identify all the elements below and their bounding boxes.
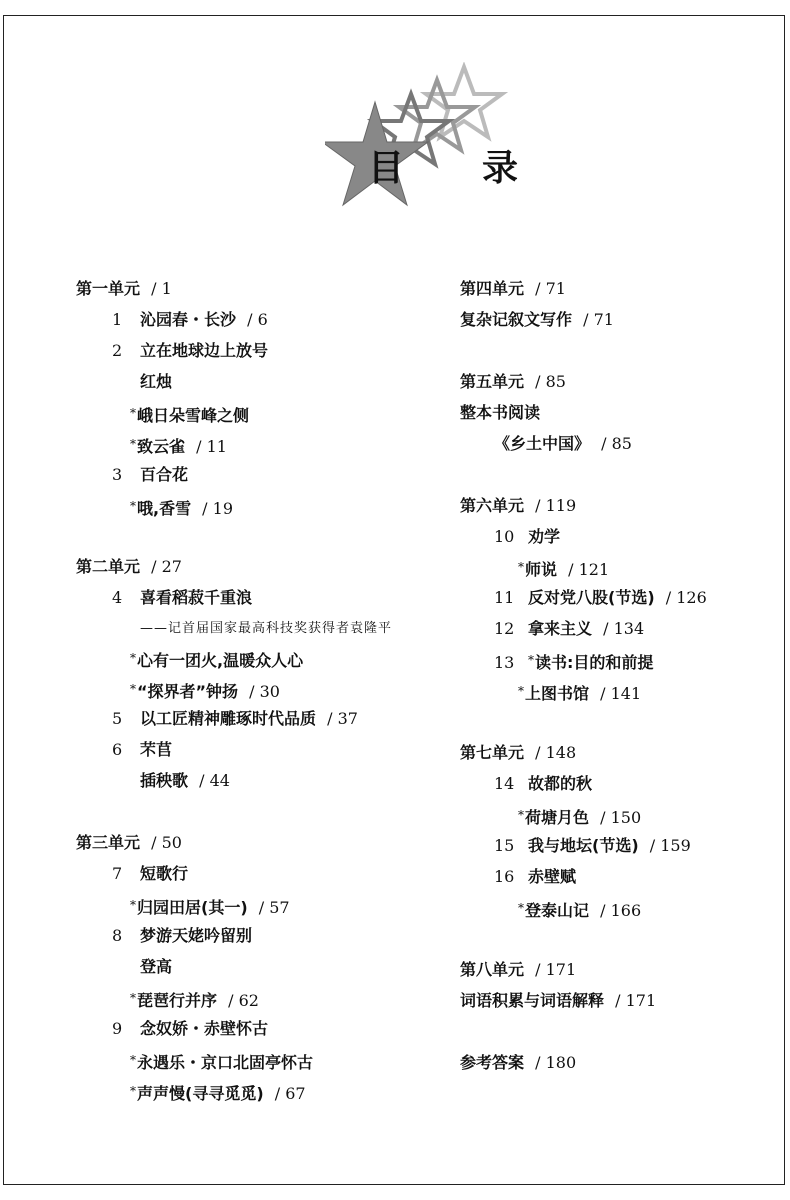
toc-entry	[140, 372, 172, 392]
toc-entry	[112, 864, 188, 884]
entry-title: 短歌行	[140, 864, 189, 883]
entry-title: 念奴娇・赤壁怀古	[140, 1019, 269, 1038]
toc-entry	[518, 557, 609, 580]
entry-title: 心有一团火,温暖众人心	[137, 651, 304, 670]
page-number: / 171	[610, 991, 657, 1010]
entry-title: 师说	[525, 560, 558, 579]
optional-mark: *	[130, 499, 136, 513]
optional-mark: *	[518, 560, 524, 574]
toc-entry	[494, 867, 576, 887]
toc-entry	[130, 988, 259, 1011]
optional-mark: *	[518, 808, 524, 822]
toc-entry	[130, 434, 227, 457]
page-number: / 6	[242, 310, 268, 329]
toc-entry	[494, 527, 560, 547]
entry-title: 荷塘月色	[525, 808, 590, 827]
toc-entry	[494, 650, 653, 673]
entry-title: 《乡土中国》	[494, 434, 591, 453]
page-number: / 85	[596, 434, 632, 453]
page-number: / 71	[578, 310, 614, 329]
entry-title: 参考答案	[460, 1053, 525, 1072]
toc-entry	[460, 279, 566, 299]
entry-title: 赤壁赋	[528, 867, 577, 886]
toc-entry	[460, 960, 576, 980]
title-char-2: 录	[482, 147, 519, 189]
page-number: / 85	[530, 372, 566, 391]
optional-mark: *	[528, 653, 534, 667]
lesson-number: 14	[494, 774, 515, 793]
page-number: / 166	[595, 901, 642, 920]
entry-title: 拿来主义	[528, 619, 593, 638]
toc-entry	[140, 619, 392, 639]
page-number: / 126	[660, 588, 707, 607]
entry-title: 读书:目的和前提	[535, 653, 654, 672]
page-number: / 50	[146, 833, 182, 852]
optional-mark: *	[518, 684, 524, 698]
entry-title: “探界者”钟扬	[137, 682, 239, 701]
optional-mark: *	[130, 991, 136, 1005]
toc-entry	[112, 465, 188, 485]
lesson-number: 1	[112, 310, 123, 329]
entry-title: 我与地坛(节选)	[528, 836, 639, 855]
entry-title: 第五单元	[460, 372, 525, 391]
toc-entry	[112, 310, 268, 330]
entry-title: 第三单元	[76, 833, 141, 852]
lesson-number: 6	[112, 740, 123, 759]
page-number: / 121	[563, 560, 610, 579]
toc-entry	[140, 957, 172, 977]
optional-mark: *	[130, 898, 136, 912]
entry-title: 红烛	[140, 372, 173, 391]
optional-mark: *	[130, 1084, 136, 1098]
toc-entry	[130, 1050, 313, 1073]
lesson-number: 13	[494, 653, 515, 672]
entry-title: 梦游天姥吟留别	[140, 926, 253, 945]
entry-title: 登高	[140, 957, 173, 976]
toc-entry	[130, 496, 233, 519]
toc-entry	[112, 709, 358, 729]
toc-entry	[518, 681, 641, 704]
entry-title: 百合花	[140, 465, 189, 484]
toc-entry	[494, 588, 707, 608]
lesson-number: 5	[112, 709, 123, 728]
page-number: / 71	[530, 279, 566, 298]
entry-title: 永遇乐・京口北固亭怀古	[137, 1053, 314, 1072]
toc-entry	[112, 1019, 268, 1039]
page-number: / 44	[194, 771, 230, 790]
entry-title: 哦,香雪	[137, 499, 192, 518]
entry-title: 复杂记叙文写作	[460, 310, 573, 329]
lesson-number: 7	[112, 864, 123, 883]
entry-title: 致云雀	[137, 437, 186, 456]
lesson-number: 4	[112, 588, 123, 607]
page-number: / 19	[197, 499, 234, 518]
toc-entry	[494, 434, 632, 454]
lesson-number: 11	[494, 588, 515, 607]
page-number: / 1	[146, 279, 172, 298]
page-number: / 134	[598, 619, 645, 638]
entry-title: 第六单元	[460, 496, 525, 515]
entry-title: 上图书馆	[525, 684, 590, 703]
entry-title: ——记首届国家最高科技奖获得者袁隆平	[140, 621, 393, 636]
toc-entry	[76, 279, 172, 299]
toc-entry	[460, 310, 614, 330]
entry-title: 喜看稻菽千重浪	[140, 588, 253, 607]
entry-title: 归园田居(其一)	[137, 898, 248, 917]
entry-title: 琵琶行并序	[137, 991, 218, 1010]
toc-entry	[460, 991, 656, 1011]
page-number: / 67	[269, 1084, 306, 1103]
entry-title: 词语积累与词语解释	[460, 991, 605, 1010]
toc-entry	[494, 619, 644, 639]
page-number: / 27	[146, 557, 182, 576]
entry-title: 峨日朵雪峰之侧	[137, 406, 250, 425]
page-number: / 159	[644, 836, 691, 855]
title-char-1: 目	[368, 147, 405, 189]
entry-title: 声声慢(寻寻觅觅)	[137, 1084, 264, 1103]
lesson-number: 3	[112, 465, 123, 484]
entry-title: 第一单元	[76, 279, 141, 298]
optional-mark: *	[130, 437, 136, 451]
entry-title: 第二单元	[76, 557, 141, 576]
toc-entry	[112, 341, 268, 361]
entry-title: 劝学	[528, 527, 561, 546]
entry-title: 沁园春・长沙	[140, 310, 237, 329]
entry-title: 整本书阅读	[460, 403, 541, 422]
optional-mark: *	[518, 901, 524, 915]
lesson-number: 2	[112, 341, 123, 360]
toc-entry	[130, 679, 280, 702]
page-number: / 37	[322, 709, 358, 728]
page-number: / 141	[595, 684, 642, 703]
page-number: / 150	[595, 808, 642, 827]
lesson-number: 12	[494, 619, 515, 638]
toc-entry	[140, 771, 230, 791]
lesson-number: 9	[112, 1019, 123, 1038]
optional-mark: *	[130, 651, 136, 665]
toc-entry	[460, 372, 566, 392]
page-number: / 57	[253, 898, 290, 917]
entry-title: 故都的秋	[528, 774, 593, 793]
toc-entry	[494, 836, 691, 856]
entry-title: 芣苢	[140, 740, 173, 759]
toc-entry	[112, 926, 252, 946]
toc-entry	[460, 403, 540, 423]
toc-entry	[130, 403, 249, 426]
entry-title: 插秧歌	[140, 771, 189, 790]
toc-entry	[518, 898, 641, 921]
page-number: / 11	[191, 437, 227, 456]
optional-mark: *	[130, 1053, 136, 1067]
entry-title: 第八单元	[460, 960, 525, 979]
lesson-number: 10	[494, 527, 515, 546]
toc-entry	[76, 557, 182, 577]
page-number: / 62	[223, 991, 259, 1010]
toc-entry	[112, 588, 252, 608]
toc-entry	[130, 895, 290, 918]
toc-entry	[460, 1053, 576, 1073]
toc-entry	[460, 496, 576, 516]
entry-title: 反对党八股(节选)	[528, 588, 655, 607]
toc-entry	[130, 1081, 306, 1104]
entry-title: 以工匠精神雕琢时代品质	[140, 709, 317, 728]
optional-mark: *	[130, 406, 136, 420]
toc-entry	[76, 833, 182, 853]
page-number: / 171	[530, 960, 577, 979]
entry-title: 第七单元	[460, 743, 525, 762]
toc-entry	[112, 740, 172, 760]
lesson-number: 8	[112, 926, 123, 945]
lesson-number: 15	[494, 836, 515, 855]
entry-title: 登泰山记	[525, 901, 590, 920]
optional-mark: *	[130, 682, 136, 696]
page-number: / 119	[530, 496, 577, 515]
lesson-number: 16	[494, 867, 515, 886]
toc-entry	[130, 648, 303, 671]
toc-entry	[494, 774, 592, 794]
page-number: / 148	[530, 743, 577, 762]
page-number: / 180	[530, 1053, 577, 1072]
entry-title: 立在地球边上放号	[140, 341, 269, 360]
entry-title: 第四单元	[460, 279, 525, 298]
page-number: / 30	[244, 682, 280, 701]
toc-entry	[460, 743, 576, 763]
toc-entry	[518, 805, 641, 828]
